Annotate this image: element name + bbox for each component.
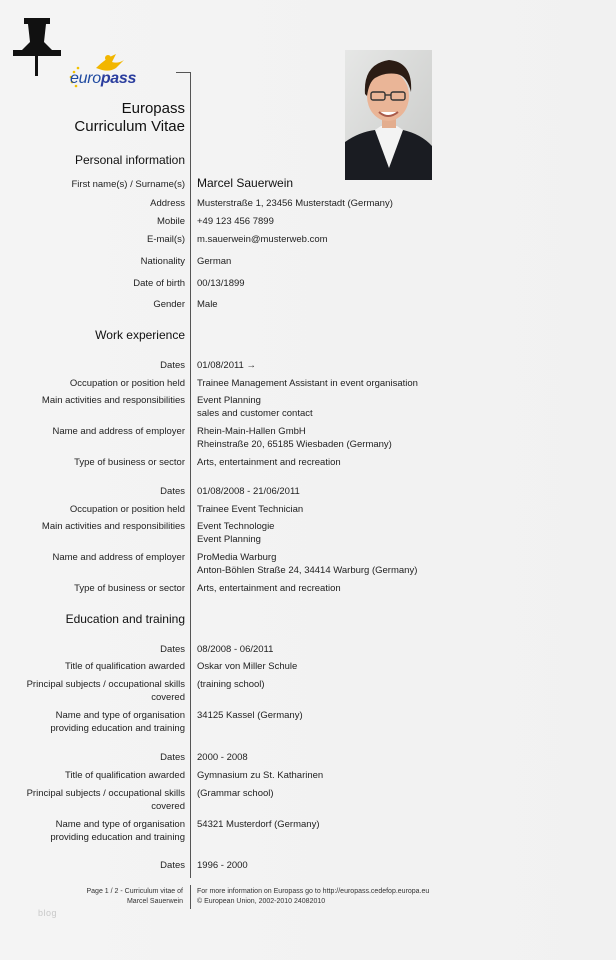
value-email[interactable]: m.sauerwein@musterweb.com bbox=[197, 234, 328, 245]
job1-employer-2: Rheinstraße 20, 65185 Wiesbaden (Germany) bbox=[197, 439, 392, 450]
edu2-dates: 2000 - 2008 bbox=[197, 752, 248, 763]
job1-employer-1: Rhein-Main-Hallen GmbH bbox=[197, 426, 306, 437]
job2-business-label: Type of business or sector bbox=[74, 583, 185, 594]
profile-photo bbox=[345, 50, 432, 180]
column-divider bbox=[190, 72, 191, 878]
footer-copyright: © European Union, 2002-2010 24082010 bbox=[197, 898, 326, 905]
section-heading-education: Education and training bbox=[65, 612, 185, 626]
edu2-subjects-label-2: covered bbox=[151, 801, 185, 812]
edu2-organisation: 54321 Musterdorf (Germany) bbox=[197, 819, 320, 830]
job2-employer-label: Name and address of employer bbox=[52, 552, 185, 563]
edu2-subjects: (Grammar school) bbox=[197, 788, 274, 799]
footer-info-link[interactable]: For more information on Europass go to http://europass.cedefop.europa.eu bbox=[197, 888, 430, 895]
edu2-dates-label: Dates bbox=[160, 752, 185, 763]
job2-occupation-label: Occupation or position held bbox=[69, 504, 185, 515]
edu1-dates-label: Dates bbox=[160, 644, 185, 655]
job1-business: Arts, entertainment and recreation bbox=[197, 457, 341, 468]
push-pin-icon bbox=[10, 16, 64, 78]
value-nationality: German bbox=[197, 256, 232, 267]
job1-activities-1: Event Planning bbox=[197, 395, 261, 406]
job1-occupation: Trainee Management Assistant in event organisation bbox=[197, 378, 418, 389]
job2-activities-1: Event Technologie bbox=[197, 521, 275, 532]
label-gender: Gender bbox=[153, 299, 185, 310]
section-heading-work: Work experience bbox=[95, 328, 185, 342]
label-nationality: Nationality bbox=[140, 256, 185, 267]
edu1-qualification-label: Title of qualification awarded bbox=[64, 661, 185, 672]
value-mobile: +49 123 456 7899 bbox=[197, 216, 274, 227]
europass-logo-text: europass bbox=[70, 70, 137, 87]
section-heading-personal: Personal information bbox=[74, 153, 185, 167]
job1-dates-label: Dates bbox=[160, 360, 185, 371]
job1-employer-label: Name and address of employer bbox=[52, 426, 185, 437]
column-divider-tick bbox=[176, 72, 190, 73]
label-date-of-birth: Date of birth bbox=[133, 278, 185, 289]
edu2-qualification: Gymnasium zu St. Katharinen bbox=[197, 770, 324, 781]
label-mobile: Mobile bbox=[157, 216, 185, 227]
edu3-dates-label: Dates bbox=[160, 860, 185, 871]
job2-dates: 01/08/2008 - 21/06/2011 bbox=[197, 486, 300, 497]
label-address: Address bbox=[150, 198, 185, 209]
label-name: First name(s) / Surname(s) bbox=[71, 179, 185, 190]
job2-business: Arts, entertainment and recreation bbox=[197, 583, 341, 594]
edu2-subjects-label-1: Principal subjects / occupational skills bbox=[26, 788, 185, 799]
footer-page-line1: Page 1 / 2 - Curriculum vitae of bbox=[86, 888, 183, 895]
value-address: Musterstraße 1, 23456 Musterstadt (Germany) bbox=[197, 198, 393, 209]
job2-employer-2: Anton-Böhlen Straße 24, 34414 Warburg (Germany) bbox=[197, 565, 418, 576]
job2-dates-label: Dates bbox=[160, 486, 185, 497]
footer-page-line2: Marcel Sauerwein bbox=[126, 898, 183, 905]
footer-page-info bbox=[43, 887, 183, 907]
job1-activities-2: sales and customer contact bbox=[197, 408, 313, 419]
job2-employer-1: ProMedia Warburg bbox=[197, 552, 277, 563]
job1-activities-label: Main activities and responsibilities bbox=[41, 395, 185, 406]
job1-dates: 01/08/2011 → bbox=[197, 360, 256, 371]
edu3-dates: 1996 - 2000 bbox=[197, 860, 248, 871]
document-title-line2: Curriculum Vitae bbox=[74, 118, 185, 135]
document-title-line1: Europass bbox=[121, 100, 185, 117]
job2-occupation: Trainee Event Technician bbox=[197, 504, 304, 515]
edu1-organisation-label-2: providing education and training bbox=[50, 723, 185, 734]
label-email: E-mail(s) bbox=[147, 234, 185, 245]
edu2-organisation-label-1: Name and type of organisation bbox=[55, 819, 185, 830]
footer-info bbox=[197, 887, 429, 907]
value-gender: Male bbox=[197, 299, 218, 310]
edu1-dates: 08/2008 - 06/2011 bbox=[197, 644, 274, 655]
value-name: Marcel Sauerwein bbox=[197, 176, 294, 190]
footer-divider bbox=[190, 885, 191, 909]
edu1-subjects-label-2: covered bbox=[151, 692, 185, 703]
job2-activities-2: Event Planning bbox=[197, 534, 261, 545]
edu1-subjects-label-1: Principal subjects / occupational skills bbox=[26, 679, 185, 690]
value-date-of-birth: 00/13/1899 bbox=[197, 278, 245, 289]
job2-activities-label: Main activities and responsibilities bbox=[41, 521, 185, 532]
edu1-qualification: Oskar von Miller Schule bbox=[197, 661, 298, 672]
edu1-subjects: (training school) bbox=[197, 679, 265, 690]
edu2-qualification-label: Title of qualification awarded bbox=[64, 770, 185, 781]
edu2-organisation-label-2: providing education and training bbox=[50, 832, 185, 843]
edu1-organisation: 34125 Kassel (Germany) bbox=[197, 710, 303, 721]
watermark: blog bbox=[38, 908, 58, 918]
edu1-organisation-label-1: Name and type of organisation bbox=[55, 710, 185, 721]
job1-occupation-label: Occupation or position held bbox=[69, 378, 185, 389]
job1-business-label: Type of business or sector bbox=[74, 457, 185, 468]
